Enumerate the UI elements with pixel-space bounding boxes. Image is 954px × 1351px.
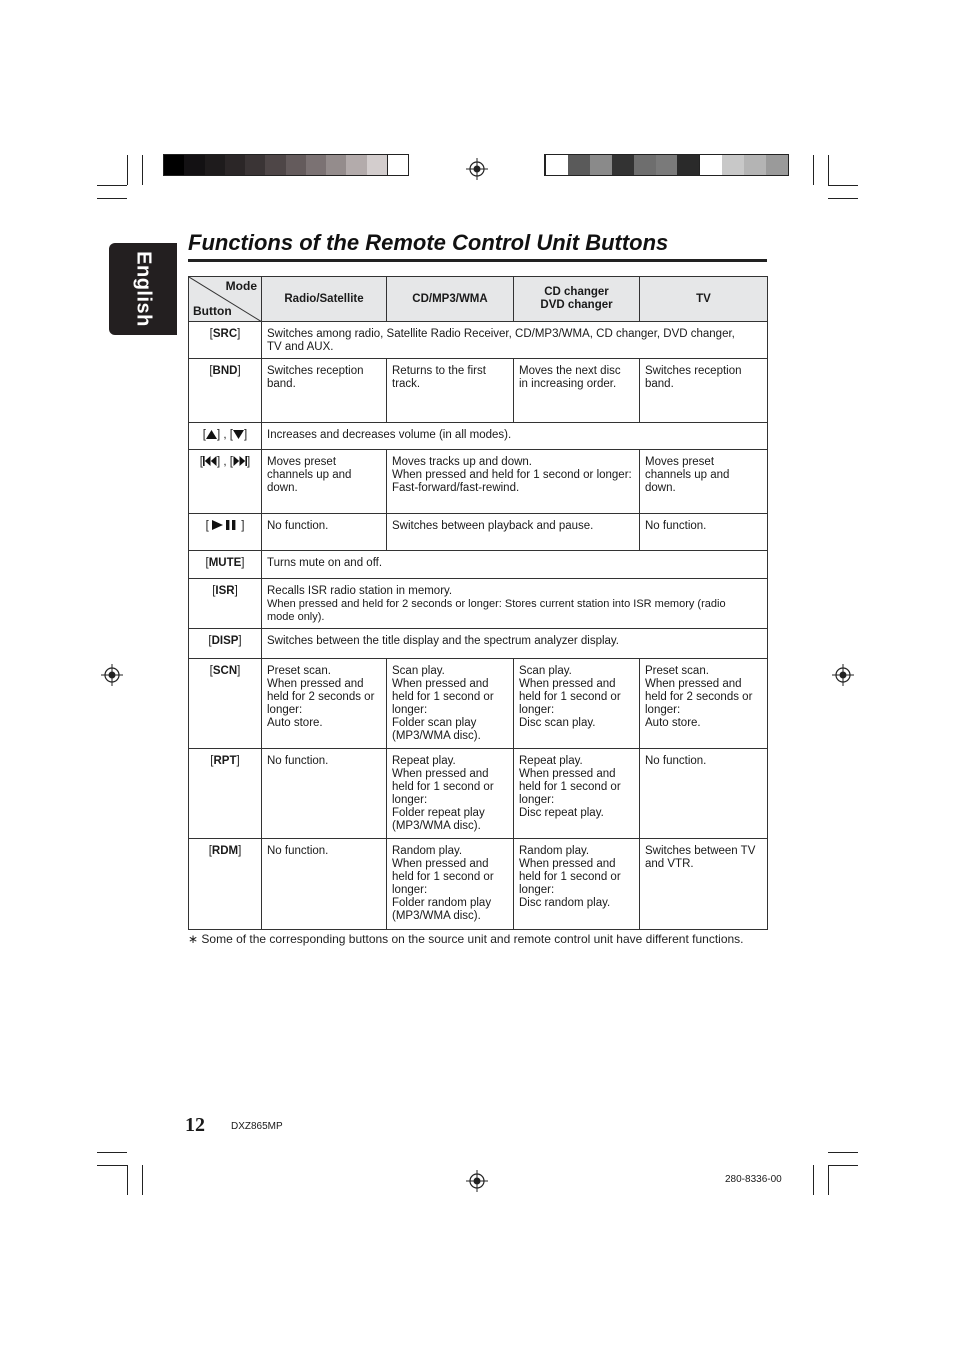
color-swatch [387,155,408,175]
language-tab [109,243,177,335]
bnd-changer: Moves the next disc in increasing order. [514,359,640,423]
crop-mark [127,1165,128,1195]
color-swatch [306,155,326,175]
scn-cd: Scan play. When pressed and held for 1 second or longer: Folder scan play (MP3/WMA disc). [387,659,514,749]
volume-down-icon [233,430,244,439]
color-swatch [326,155,346,175]
play-pause-icon [212,520,238,530]
crop-mark [127,155,128,185]
header-cd-mp3-wma: CD/MP3/WMA [387,277,514,322]
table-row [189,839,768,930]
footnote: ∗ Some of the corresponding buttons on the source unit and remote control unit have different functions. [188,932,744,946]
header-changer [514,277,640,322]
crop-mark [97,185,127,186]
play-radio: No function. [262,514,387,551]
skip-forward-icon [233,456,247,466]
button-label-skip: [ ] , [ ] [189,450,262,514]
button-label-disp: [DISP] [189,629,262,659]
table-row [189,749,768,839]
color-swatch [568,155,590,175]
button-label-scn: [SCN] [189,659,262,749]
color-calibration-bar-right [544,154,789,176]
button-label-bnd: [BND] [189,359,262,423]
color-swatch [766,155,788,175]
crop-mark [813,1165,814,1195]
part-number: 280-8336-00 [725,1174,782,1185]
crop-mark [828,155,829,185]
table-row [189,514,768,551]
table-row [189,551,768,579]
table-row [189,450,768,514]
color-swatch [205,155,225,175]
header-corner-cell [189,277,262,322]
header-dvd-changer: DVD changer [540,299,613,311]
header-radio-satellite: Radio/Satellite [262,277,387,322]
color-swatch [590,155,612,175]
button-label-play-pause: [ ] [189,514,262,551]
page-number: 12 [185,1114,205,1136]
color-swatch [677,155,699,175]
table-row [189,423,768,450]
src-description: Switches among radio, Satellite Radio Receiver, CD/MP3/WMA, CD changer, DVD changer, TV and AUX. [262,322,768,359]
color-swatch [184,155,204,175]
color-swatch [722,155,744,175]
button-label-isr: [ISR] [189,579,262,629]
crop-mark [828,1152,858,1153]
rpt-radio: No function. [262,749,387,839]
bnd-radio: Switches reception band. [262,359,387,423]
registration-mark-icon [466,158,488,180]
scn-tv: Preset scan. When pressed and held for 2 seconds or longer: Auto store. [640,659,768,749]
isr-description: Recalls ISR radio station in memory. When pressed and held for 2 seconds or longer: Stores current station into ISR memory (radio mode only). [262,579,768,629]
rdm-cd: Random play. When pressed and held for 1 second or longer: Folder random play (MP3/WMA disc). [387,839,514,930]
crop-mark [97,1165,127,1166]
color-swatch [612,155,634,175]
bnd-tv: Switches reception band. [640,359,768,423]
table-row [189,322,768,359]
skip-radio: Moves preset channels up and down. [262,450,387,514]
button-label-mute: [MUTE] [189,551,262,579]
volume-up-icon [206,430,217,439]
color-swatch [545,155,568,175]
scn-changer: Scan play. When pressed and held for 1 second or longer: Disc scan play. [514,659,640,749]
table-row [189,359,768,423]
play-cd-changer: Switches between playback and pause. [387,514,640,551]
crop-mark [828,1165,858,1166]
color-swatch [286,155,306,175]
table-row [189,579,768,629]
table-header-row [189,277,768,322]
color-swatch [367,155,387,175]
mute-description: Turns mute on and off. [262,551,768,579]
color-swatch [164,155,184,175]
volume-description: Increases and decreases volume (in all modes). [262,423,768,450]
page-title: Functions of the Remote Control Unit Buttons [188,230,669,255]
rdm-radio: No function. [262,839,387,930]
skip-back-icon [203,456,217,466]
color-swatch [699,155,722,175]
color-swatch [245,155,265,175]
color-swatch [265,155,285,175]
scn-radio: Preset scan. When pressed and held for 2 seconds or longer: Auto store. [262,659,387,749]
crop-mark [828,1165,829,1195]
button-label-rpt: [RPT] [189,749,262,839]
functions-table [188,276,768,930]
crop-mark [828,198,858,199]
table-row [189,659,768,749]
registration-mark-icon [101,664,123,686]
play-tv: No function. [640,514,768,551]
rpt-changer: Repeat play. When pressed and held for 1 second or longer: Disc repeat play. [514,749,640,839]
button-label-src: [SRC] [189,322,262,359]
color-swatch [225,155,245,175]
skip-cd-changer: Moves tracks up and down. When pressed and held for 1 second or longer: Fast-forward/fast-rewind. [387,450,640,514]
crop-mark [97,198,127,199]
bnd-cd: Returns to the first track. [387,359,514,423]
skip-tv: Moves preset channels up and down. [640,450,768,514]
disp-description: Switches between the title display and the spectrum analyzer display. [262,629,768,659]
rdm-changer: Random play. When pressed and held for 1 second or longer: Disc random play. [514,839,640,930]
header-mode: Mode [225,279,257,293]
crop-mark [142,155,143,185]
button-label-volume: [ ] , [ ] [189,423,262,450]
registration-mark-icon [466,1170,488,1192]
rpt-tv: No function. [640,749,768,839]
language-tab-label: English [132,251,155,327]
color-calibration-bar-left [163,154,409,176]
rpt-cd: Repeat play. When pressed and held for 1 second or longer: Folder repeat play (MP3/WMA disc). [387,749,514,839]
color-swatch [634,155,656,175]
crop-mark [828,185,858,186]
color-swatch [656,155,678,175]
color-swatch [744,155,766,175]
crop-mark [813,155,814,185]
table-row [189,629,768,659]
button-label-rdm: [RDM] [189,839,262,930]
crop-mark [97,1152,127,1153]
color-swatch [346,155,366,175]
header-cd-changer: CD changer [544,286,609,298]
title-rule [188,259,767,262]
header-tv: TV [640,277,768,322]
crop-mark [142,1165,143,1195]
header-button: Button [193,304,232,318]
model-number: DXZ865MP [231,1121,283,1132]
rdm-tv: Switches between TV and VTR. [640,839,768,930]
registration-mark-icon [832,664,854,686]
